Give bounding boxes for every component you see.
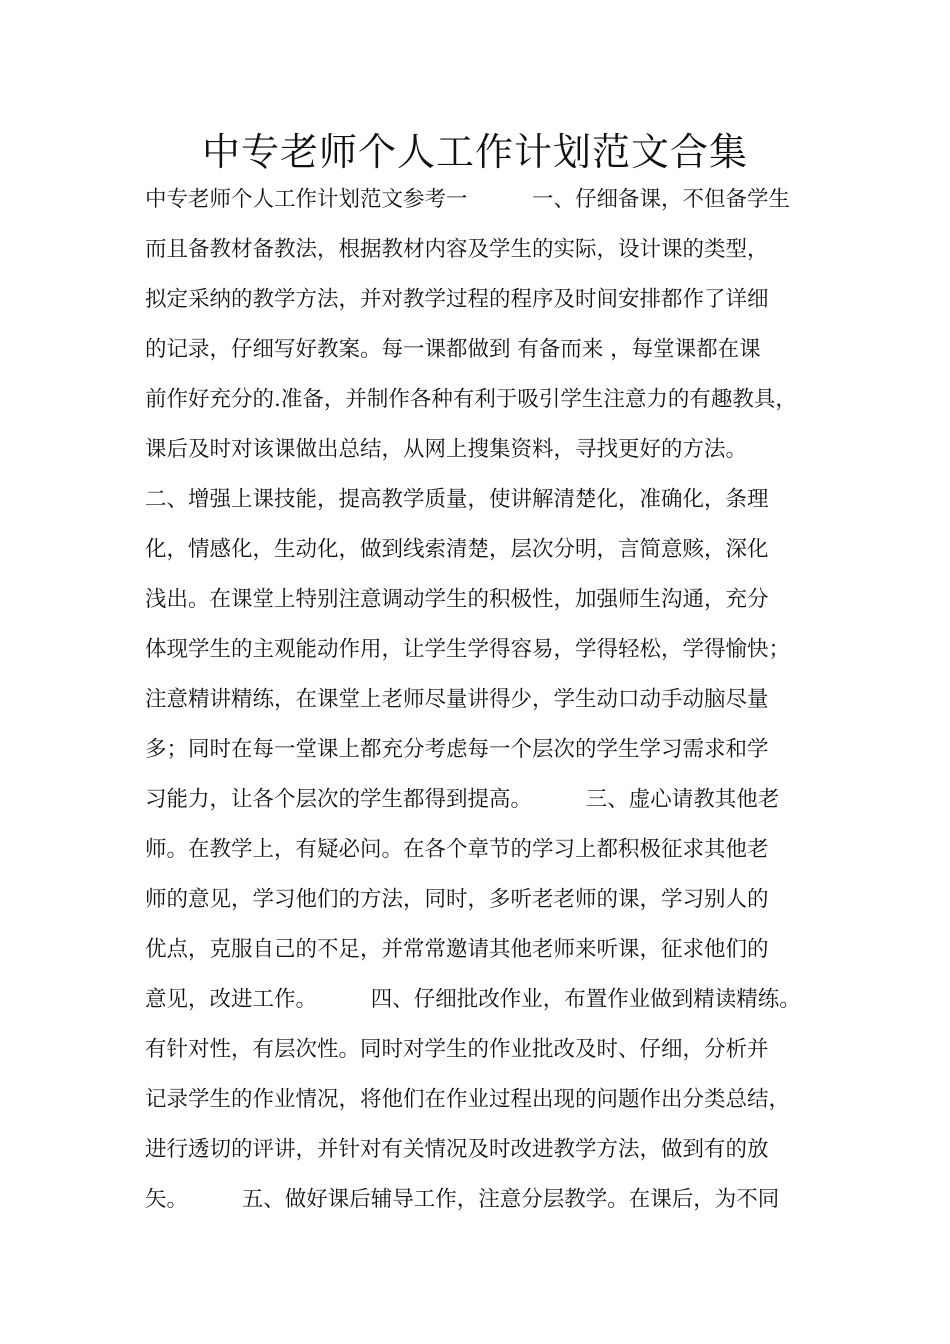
body-line: 浅出。在课堂上特别注意调动学生的积极性，加强师生沟通，充分 [145,587,769,612]
document-title: 中专老师个人工作计划范文合集 [201,130,748,174]
body-line: 优点，克服自己的不足，并常常邀请其他老师来听课，征求他们的 [145,937,769,962]
body-line: 进行透切的评讲，并针对有关情况及时改进教学方法，做到有的放 [145,1137,769,1162]
body-line: 而且备教材备教法，根据教材内容及学生的实际，设计课的类型， [145,237,769,262]
body-line: 记录学生的作业情况，将他们在作业过程出现的问题作出分类总结， [145,1087,791,1112]
body-line: 有针对性，有层次性。同时对学生的作业批改及时、仔细，分析并 [145,1037,769,1062]
body-line: 中专老师个人工作计划范文参考一 一、仔细备课，不但备学生 [145,187,791,212]
body-line: 师的意见，学习他们的方法，同时，多听老老师的课，学习别人的 [145,887,769,912]
body-line: 注意精讲精练，在课堂上老师尽量讲得少，学生动口动手动脑尽量 [145,687,769,712]
body-line: 前作好充分的.准备，并制作各种有利于吸引学生注意力的有趣教具， [145,387,797,412]
body-line: 化，情感化，生动化，做到线索清楚，层次分明，言简意赅，深化 [145,537,769,562]
body-line: 多；同时在每一堂课上都充分考虑每一个层次的学生学习需求和学 [145,737,769,762]
body-line: 的记录，仔细写好教案。每一课都做到 有备而来 ，每堂课都在课 [145,337,761,362]
body-line: 二、增强上课技能，提高教学质量，使讲解清楚化，准确化，条理 [145,487,769,512]
body-line: 拟定采纳的教学方法，并对教学过程的程序及时间安排都作了详细 [145,287,769,312]
body-line: 师。在教学上，有疑必问。在各个章节的学习上都积极征求其他老 [145,837,769,862]
body-line: 课后及时对该课做出总结，从网上搜集资料，寻找更好的方法。 [145,437,748,462]
body-line: 矢。 五、做好课后辅导工作，注意分层教学。在课后，为不同 [145,1187,780,1212]
body-line: 意见，改进工作。 四、仔细批改作业，布置作业做到精读精练。 [145,987,801,1012]
document-body [145,182,835,1232]
body-line: 体现学生的主观能动作用，让学生学得容易，学得轻松，学得愉快； [145,637,791,662]
body-line: 习能力，让各个层次的学生都得到提高。 三、虚心请教其他老 [145,787,780,812]
